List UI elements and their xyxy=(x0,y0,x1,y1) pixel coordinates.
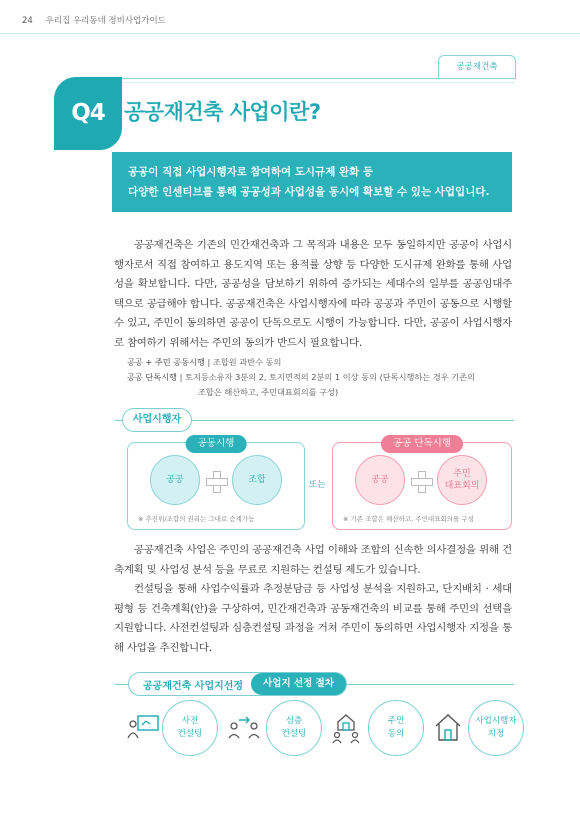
title-rule-secondary xyxy=(70,82,515,83)
sole-implementation-box xyxy=(332,438,512,530)
note-joint-text: 조합원 과반수 동의 xyxy=(212,357,282,367)
presentation-icon xyxy=(126,712,162,744)
note-joint-label: 공공 + 주민 공동시행 xyxy=(127,357,205,367)
note-sole-text-continued: 조합은 해산하고, 주민대표회의를 구성) xyxy=(198,387,339,397)
step-pre-consulting: 사전 컨설팅 xyxy=(162,700,218,756)
union-circle: 조합 xyxy=(232,455,282,505)
step-in-depth-consulting: 심층 컨설팅 xyxy=(266,700,322,756)
step-resident-consent: 주민 동의 xyxy=(368,700,424,756)
summary-line-1: 공공이 직접 사업시행자로 참여하여 도시규제 완화 등 xyxy=(128,166,374,178)
intro-paragraph-text: 공공재건축은 기존의 민간재건축과 그 목적과 내용은 모두 동일하지만 공공이 사업시행자로서 직접 참여하고 용도지역 또는 용적률 상향 등 다양한 도시규제 완화를 통해 사업성을 확보합니다. 다만, 공공성을 담보하기 위하여 증가되는 세대수의 일부를 공공임대주택으로 공급해야 합니다. 공공재건축은 사업시행자에 따라 공공과 주민이 공동으로 시행할 수 있고, 주민이 동의하면 공공이 단독으로도 시행이 가능합니다. 다만, 공공이 사업시행자로 참여하기 위해서는 주민의 동의가 반드시 필요합니다. xyxy=(114,239,512,349)
joint-box-label: 공동시행 xyxy=(186,435,247,453)
or-label: 또는 xyxy=(309,480,326,490)
joint-box-note: ※ 추진위/조합의 권리는 그대로 승계가능 xyxy=(138,515,255,523)
public-circle: 공공 xyxy=(355,455,405,505)
public-circle: 공공 xyxy=(150,455,200,505)
note-sole-text: 토지등소유자 3분의 2, 토지면적의 2분의 1 이상 동의 (단독시행하는 경우 기존의 xyxy=(185,372,475,382)
question-badge: Q4 xyxy=(54,77,122,150)
page-number: 24 xyxy=(22,16,33,26)
consulting-paragraph-2: 컨설팅을 통해 사업수익률과 추정분담금 등 사업성 분석을 지원하고, 단지배치 · 세대평형 등 건축계획(안)을 구상하여, 민간재건축과 공동재건축의 비교를 통해 주민의 선택을 지원합니다. 사전컨설팅과 심층컨설팅 과정을 거쳐 주민이 동의하면 사업시행자 지정을 통해 사업을 추진합니다. xyxy=(114,583,512,654)
process-subtitle: 사업지 선정 절차 xyxy=(251,673,346,695)
step-operator-designation: 사업시행자 지정 xyxy=(468,700,524,756)
intro-paragraph xyxy=(114,236,512,353)
plus-icon xyxy=(206,471,226,491)
section-label: 사업시행자 xyxy=(122,408,192,432)
process-flow xyxy=(124,700,524,764)
note-joint: 공공 + 주민 공동시행 | 조합원 과반수 동의 xyxy=(127,357,282,367)
consulting-paragraphs xyxy=(114,541,512,658)
summary-box xyxy=(112,152,512,212)
page-header xyxy=(22,14,166,26)
sole-box-note: ※ 기존 조합은 해산하고, 주민대표회의를 구성 xyxy=(343,515,474,523)
summary-line-2: 다양한 인센티브를 통해 공공성과 사업성을 동시에 확보할 수 있는 사업입니다. xyxy=(128,186,490,198)
joint-implementation-box xyxy=(127,438,305,530)
category-tab: 공공재건축 xyxy=(438,55,516,79)
residents-council-circle: 주민 대표회의 xyxy=(437,455,487,505)
page-title: 공공재건축 사업이란? xyxy=(124,100,321,124)
title-rule xyxy=(70,78,515,79)
house-consult-icon xyxy=(328,712,364,744)
implementation-notes xyxy=(127,355,475,400)
plus-icon xyxy=(411,471,431,491)
people-meeting-icon xyxy=(226,712,262,744)
note-sole: 공공 단독시행 | 토지등소유자 3분의 2, 토지면적의 2분의 1 이상 동의 (단독시행하는 경우 기존의 xyxy=(127,372,475,382)
house-icon xyxy=(430,712,466,744)
sole-box-label: 공공 단독시행 xyxy=(381,435,463,453)
process-header xyxy=(128,672,347,696)
book-title: 우리집 우리동네 정비사업가이드 xyxy=(45,16,166,26)
consulting-paragraph-1: 공공재건축 사업은 주민의 공공재건축 사업 이해와 조합의 신속한 의사결정을 위해 건축계획 및 사업성 분석 등을 무료로 지원하는 컨설팅 제도가 있습니다. xyxy=(114,544,512,576)
process-title: 공공재건축 사업지선정 xyxy=(143,680,244,692)
header-divider xyxy=(0,33,580,34)
note-sole-label: 공공 단독시행 xyxy=(127,372,178,382)
